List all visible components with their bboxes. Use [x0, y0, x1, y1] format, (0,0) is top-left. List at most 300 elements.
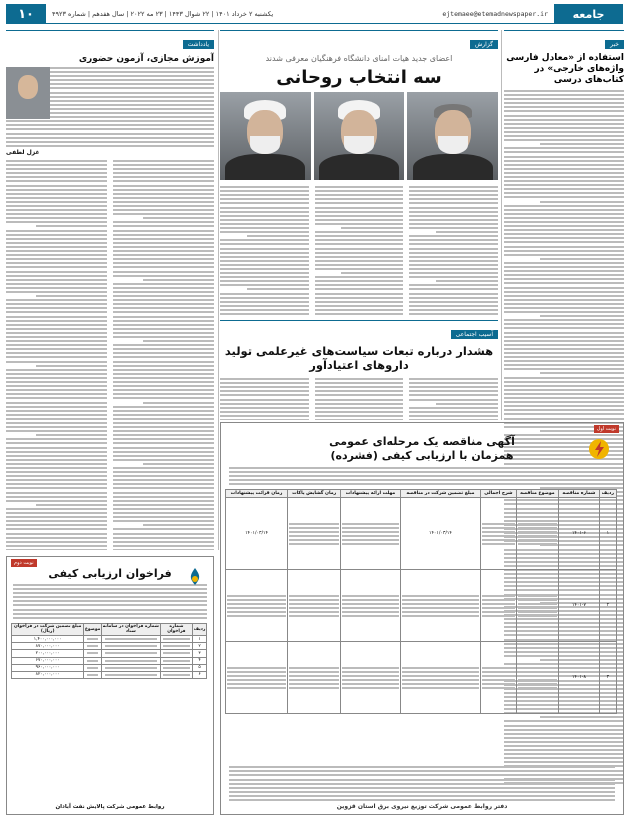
- text-line: [409, 207, 498, 209]
- text-line: [504, 270, 624, 272]
- text-line: [315, 407, 404, 409]
- text-line: [6, 201, 107, 203]
- text-line: [409, 186, 498, 188]
- text-line: [504, 123, 624, 125]
- text-line: [13, 609, 207, 611]
- text-line: [220, 419, 309, 420]
- text-line: [504, 307, 624, 309]
- text-line: [113, 537, 214, 539]
- text-line: [315, 194, 404, 196]
- text-line: [220, 190, 309, 192]
- text-line: [6, 176, 107, 178]
- text-line: [6, 246, 107, 248]
- text-line: [6, 307, 107, 309]
- text-line: [220, 309, 309, 311]
- text-line: [409, 202, 498, 204]
- text-line: [315, 260, 404, 262]
- text-line: [409, 248, 498, 250]
- text-line: [6, 266, 107, 268]
- text-line: [6, 141, 214, 143]
- portrait-photo: [314, 92, 405, 180]
- ad-footer: [229, 764, 615, 810]
- text-line: [113, 361, 214, 363]
- text-line: [13, 584, 207, 586]
- text-line: [113, 393, 214, 395]
- text-line: [220, 227, 309, 229]
- text-line: [6, 287, 107, 289]
- text-line: [409, 419, 498, 420]
- text-line: [6, 422, 107, 424]
- text-line: [113, 438, 214, 440]
- header-bar: [46, 4, 554, 24]
- text-line: [113, 307, 214, 309]
- text-line: [504, 368, 624, 370]
- text-line: [220, 386, 309, 388]
- text-line: [6, 133, 214, 135]
- text-line: [220, 186, 309, 188]
- text-line: [6, 352, 107, 354]
- text-line: [504, 164, 624, 166]
- text-line: [220, 239, 309, 241]
- ad-lead-text: [13, 584, 207, 619]
- text-line: [6, 389, 107, 391]
- text-line: [13, 588, 207, 590]
- text-line: [113, 381, 214, 383]
- article-tag: آسیب اجتماعی: [451, 330, 498, 339]
- table-header: موضوع: [84, 623, 102, 635]
- text-line: [6, 242, 107, 244]
- text-line: [6, 172, 107, 174]
- text-line: [6, 418, 107, 420]
- text-line: [504, 184, 624, 186]
- text-line: [409, 394, 498, 396]
- text-line: [315, 243, 404, 245]
- text-line: [409, 378, 498, 380]
- text-line: [315, 411, 404, 413]
- text-line: [143, 524, 214, 526]
- text-line: [504, 291, 624, 293]
- text-line: [113, 299, 214, 301]
- text-line: [220, 399, 309, 401]
- table-row: ۴ ۶۷۰,۰۰۰,۰۰۰: [12, 657, 207, 664]
- quality-assessment-advertisement: [6, 556, 214, 815]
- text-line: [6, 397, 107, 399]
- text-line: [13, 596, 207, 598]
- text-line: [113, 180, 214, 182]
- article-headline: استفاده از «معادل فارسی واژه‌های خارجی» در کتاب‌های درسی: [506, 53, 624, 85]
- text-line: [6, 221, 107, 223]
- text-line: [220, 280, 309, 282]
- text-line: [504, 94, 624, 96]
- text-line: [504, 246, 624, 248]
- text-line: [220, 256, 309, 258]
- text-line: [6, 369, 107, 371]
- text-line: [315, 190, 404, 192]
- text-line: [6, 193, 107, 195]
- text-line: [113, 172, 214, 174]
- text-line: [113, 160, 214, 162]
- text-line: [409, 252, 498, 254]
- text-line: [113, 451, 214, 453]
- text-line: [36, 225, 107, 227]
- text-line: [504, 209, 624, 211]
- text-line: [13, 613, 207, 615]
- text-line: [504, 168, 624, 170]
- text-line: [504, 413, 624, 415]
- text-line: [6, 336, 107, 338]
- text-line: [36, 504, 107, 506]
- text-line: [409, 264, 498, 266]
- text-line: [113, 266, 214, 268]
- text-line: [504, 295, 624, 297]
- text-line: [6, 537, 107, 539]
- text-line: [6, 467, 107, 469]
- text-line: [36, 365, 107, 367]
- text-line: [6, 124, 214, 126]
- text-line: [220, 243, 309, 245]
- text-line: [229, 770, 615, 772]
- text-line: [409, 211, 498, 213]
- text-line: [540, 372, 624, 374]
- text-line: [220, 202, 309, 204]
- table-header: شماره مناقصه: [559, 490, 600, 498]
- text-line: [315, 415, 404, 417]
- text-line: [6, 311, 107, 313]
- ad-signature: دفتر روابط عمومی شرکت توزیع نیروی برق استان قزوین: [336, 803, 508, 810]
- text-line: [504, 151, 624, 153]
- text-line: [6, 234, 107, 236]
- text-line: [113, 508, 214, 510]
- text-line: [409, 411, 498, 413]
- text-line: [315, 264, 404, 266]
- ad-tag: نوبت اول: [594, 425, 619, 433]
- text-line: [113, 230, 214, 232]
- text-line: [341, 272, 403, 274]
- text-line: [504, 348, 624, 350]
- text-line: [6, 541, 107, 543]
- text-line: [409, 407, 498, 409]
- text-line: [13, 617, 207, 619]
- text-line: [540, 258, 624, 260]
- table-header: موضوع مناقصه: [516, 490, 558, 498]
- text-line: [504, 332, 624, 334]
- text-line: [504, 381, 624, 383]
- article-headline: سه انتخاب روحانی: [276, 67, 442, 88]
- text-line: [504, 213, 624, 215]
- text-line: [113, 479, 214, 481]
- ad-title: آگهی مناقصه یک مرحله‌ای عمومی: [329, 435, 515, 448]
- text-line: [504, 176, 624, 178]
- text-line: [504, 278, 624, 280]
- text-line: [113, 455, 214, 457]
- ad-title: فراخوان ارزیابی کیفی: [48, 567, 172, 580]
- text-line: [6, 279, 107, 281]
- text-line: [315, 419, 404, 420]
- text-line: [504, 115, 624, 117]
- text-line: [504, 135, 624, 137]
- text-line: [315, 235, 404, 237]
- text-line: [315, 378, 404, 380]
- text-line: [540, 143, 624, 145]
- text-line: [113, 410, 214, 412]
- text-line: [113, 246, 214, 248]
- text-line: [504, 90, 624, 92]
- text-line: [220, 252, 309, 254]
- text-line: [504, 360, 624, 362]
- text-line: [6, 356, 107, 358]
- text-line: [6, 145, 214, 147]
- text-line: [504, 250, 624, 252]
- portrait-photo: [220, 92, 311, 180]
- text-line: [504, 344, 624, 346]
- text-line: [6, 328, 107, 330]
- text-line: [504, 127, 624, 129]
- text-line: [113, 500, 214, 502]
- text-line: [504, 229, 624, 231]
- text-line: [113, 434, 214, 436]
- text-line: [6, 524, 107, 526]
- text-line: [504, 299, 624, 301]
- text-line: [220, 194, 309, 196]
- text-line: [409, 219, 498, 221]
- top-article: [220, 30, 498, 315]
- text-line: [229, 799, 615, 801]
- text-line: [504, 274, 624, 276]
- ad-signature: روابط عمومی شرکت پالایش نفت آبادان: [55, 804, 165, 810]
- text-line: [504, 262, 624, 264]
- text-line: [6, 340, 107, 342]
- text-line: [6, 377, 107, 379]
- text-line: [315, 288, 404, 290]
- text-line: [113, 221, 214, 223]
- text-line: [6, 414, 107, 416]
- text-line: [220, 260, 309, 262]
- text-line: [113, 369, 214, 371]
- text-line: [113, 426, 214, 428]
- text-line: [6, 483, 107, 485]
- text-line: [113, 283, 214, 285]
- text-line: [6, 197, 107, 199]
- text-line: [6, 258, 107, 260]
- text-line: [113, 348, 214, 350]
- text-line: [220, 211, 309, 213]
- text-line: [504, 192, 624, 194]
- text-line: [315, 403, 404, 405]
- text-line: [143, 340, 214, 342]
- text-line: [113, 275, 214, 277]
- text-line: [315, 207, 404, 209]
- text-line: [315, 382, 404, 384]
- text-line: [436, 280, 498, 282]
- table-row: ۳ ۱۴۰۱-۸: [226, 642, 617, 714]
- text-line: [504, 119, 624, 121]
- left-column-article: [6, 30, 214, 550]
- text-line: [6, 189, 107, 191]
- text-line: [220, 394, 309, 396]
- text-line: [229, 483, 615, 485]
- table-row: ۲ ۸۷۰,۰۰۰,۰۰۰: [12, 643, 207, 650]
- text-line: [229, 467, 615, 469]
- text-line: [409, 301, 498, 303]
- text-line: [409, 305, 498, 307]
- table-header: زمان قرائت پیشنهادات: [226, 490, 288, 498]
- text-line: [113, 213, 214, 215]
- text-line: [504, 287, 624, 289]
- text-line: [504, 401, 624, 403]
- text-line: [113, 303, 214, 305]
- text-line: [436, 403, 498, 405]
- text-line: [504, 147, 624, 149]
- text-line: [409, 390, 498, 392]
- text-line: [220, 390, 309, 392]
- text-line: [6, 500, 107, 502]
- text-line: [113, 430, 214, 432]
- text-line: [113, 475, 214, 477]
- table-header: ردیف: [599, 490, 616, 498]
- text-line: [6, 120, 214, 122]
- text-line: [113, 447, 214, 449]
- text-line: [315, 215, 404, 217]
- text-line: [6, 205, 107, 207]
- text-line: [113, 295, 214, 297]
- text-line: [6, 185, 107, 187]
- text-line: [504, 98, 624, 100]
- mid-article: [220, 320, 498, 420]
- text-line: [409, 293, 498, 295]
- text-line: [6, 438, 107, 440]
- table-row: ۱ ۱,۴۰۰,۰۰۰,۰۰۰: [12, 635, 207, 642]
- text-line: [409, 415, 498, 417]
- text-line: [504, 327, 624, 329]
- text-line: [6, 516, 107, 518]
- text-line: [220, 407, 309, 409]
- page-number: ۱۰: [6, 4, 46, 24]
- text-line: [504, 311, 624, 313]
- text-line: [315, 293, 404, 295]
- text-line: [113, 291, 214, 293]
- text-line: [113, 209, 214, 211]
- text-line: [504, 282, 624, 284]
- text-line: [315, 386, 404, 388]
- text-line: [6, 373, 107, 375]
- text-line: [6, 496, 107, 498]
- text-line: [113, 316, 214, 318]
- text-line: [409, 276, 498, 278]
- text-line: [315, 219, 404, 221]
- text-line: [143, 279, 214, 281]
- text-line: [220, 219, 309, 221]
- table-header: مبلغ تضمین شرکت در مناقصه: [400, 490, 480, 498]
- text-line: [220, 415, 309, 417]
- text-line: [6, 361, 107, 363]
- text-line: [6, 442, 107, 444]
- text-line: [113, 324, 214, 326]
- text-line: [247, 288, 309, 290]
- text-line: [341, 227, 403, 229]
- text-line: [113, 422, 214, 424]
- text-line: [6, 168, 107, 170]
- text-line: [504, 180, 624, 182]
- text-line: [6, 299, 107, 301]
- text-line: [6, 455, 107, 457]
- text-line: [409, 386, 498, 388]
- text-line: [113, 365, 214, 367]
- text-line: [409, 194, 498, 196]
- text-line: [229, 766, 615, 768]
- text-line: [504, 172, 624, 174]
- ad-lead-text: [229, 467, 615, 485]
- text-line: [6, 430, 107, 432]
- text-line: [220, 378, 309, 380]
- text-line: [6, 492, 107, 494]
- text-line: [6, 402, 107, 404]
- text-line: [315, 297, 404, 299]
- table-header: ردیف: [193, 623, 207, 635]
- text-line: [315, 284, 404, 286]
- text-line: [113, 352, 214, 354]
- text-line: [504, 352, 624, 354]
- article-tag: خبر: [605, 40, 624, 49]
- text-line: [113, 406, 214, 408]
- email-address[interactable]: ejtemaee@etemadnewspaper.ir: [442, 9, 548, 18]
- text-line: [6, 262, 107, 264]
- text-line: [220, 268, 309, 270]
- text-line: [504, 303, 624, 305]
- text-line: [6, 463, 107, 465]
- text-line: [13, 600, 207, 602]
- text-line: [6, 381, 107, 383]
- text-line: [6, 528, 107, 530]
- text-line: [504, 237, 624, 239]
- author-avatar: [6, 67, 50, 119]
- text-line: [113, 201, 214, 203]
- text-line: [540, 315, 624, 317]
- text-line: [113, 238, 214, 240]
- refinery-logo-icon: [183, 567, 207, 587]
- text-line: [504, 139, 624, 141]
- text-line: [6, 283, 107, 285]
- text-line: [6, 164, 107, 166]
- text-line: [315, 399, 404, 401]
- text-line: [113, 271, 214, 273]
- text-line: [113, 242, 214, 244]
- text-line: [113, 320, 214, 322]
- text-line: [6, 545, 107, 547]
- text-line: [220, 293, 309, 295]
- text-line: [504, 160, 624, 162]
- text-line: [113, 385, 214, 387]
- text-line: [315, 280, 404, 282]
- text-line: [6, 426, 107, 428]
- table-header: زمان گشایش پاکات: [288, 490, 341, 498]
- text-line: [220, 411, 309, 413]
- text-line: [113, 533, 214, 535]
- text-line: [409, 239, 498, 241]
- text-line: [220, 297, 309, 299]
- issue-date: یکشنبه ۲ خرداد ۱۴۰۱ | ۲۲ شوال ۱۴۴۳ | ۲۳ مه ۲۰۲۲ | سال هفدهم | شماره ۴۹۲۳: [52, 9, 274, 18]
- text-line: [113, 262, 214, 264]
- text-line: [143, 463, 214, 465]
- text-line: [409, 284, 498, 286]
- text-line: [504, 356, 624, 358]
- text-line: [504, 323, 624, 325]
- article-headline: آموزش مجازی، آزمون حضوری: [78, 54, 214, 64]
- text-line: [36, 434, 107, 436]
- text-line: [113, 287, 214, 289]
- text-line: [113, 483, 214, 485]
- text-line: [6, 332, 107, 334]
- text-line: [113, 414, 214, 416]
